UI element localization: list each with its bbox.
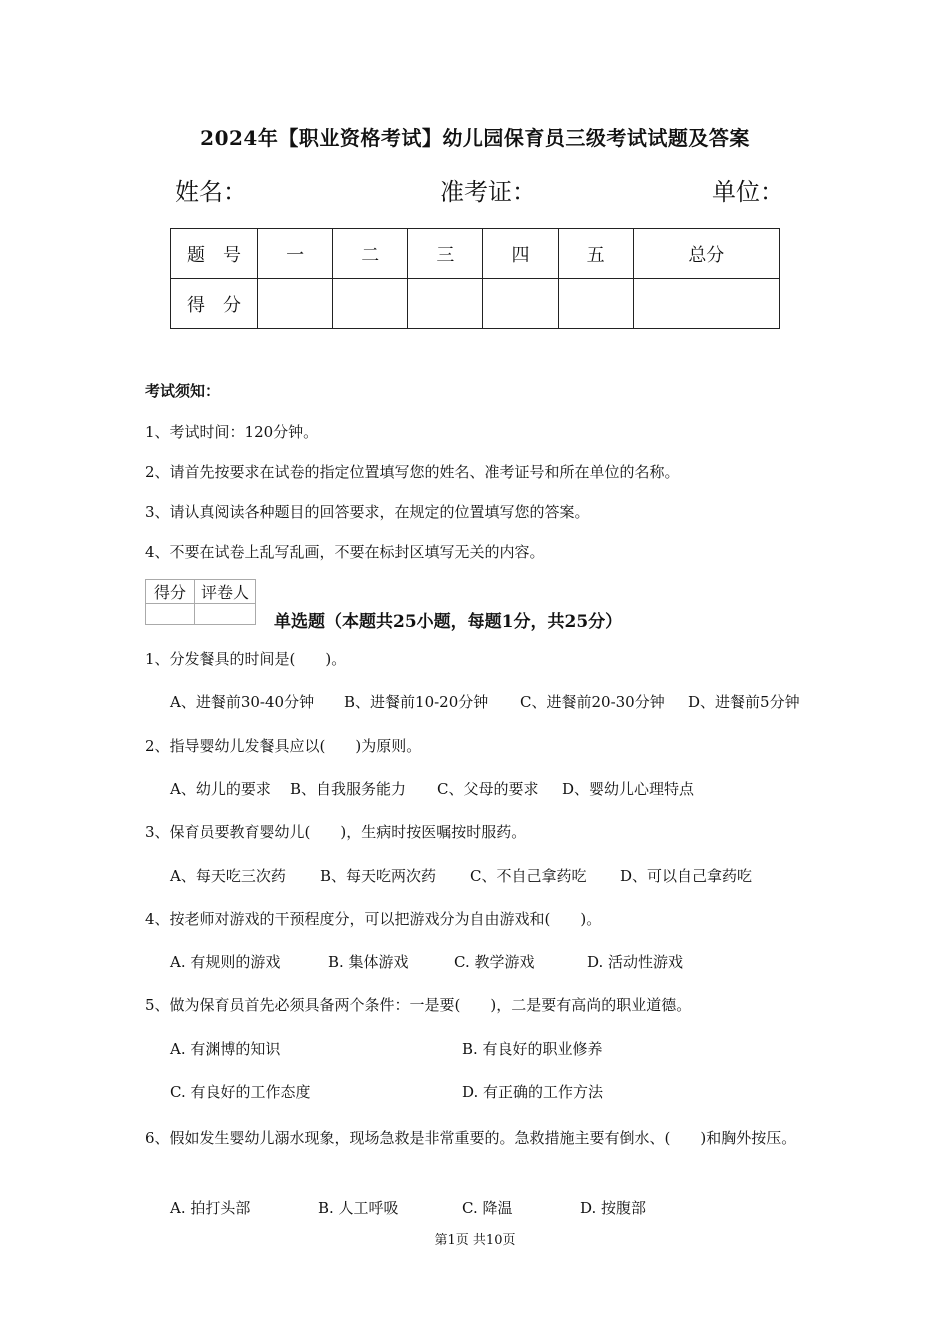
section-title: 单选题（本题共25小题，每题1分，共25分） [274, 612, 623, 632]
question-text: 4、按老师对游戏的干预程度分，可以把游戏分为自由游戏和( )。 [145, 910, 602, 928]
question-text: 6、假如发生婴幼儿溺水现象，现场急救是非常重要的。急救措施主要有倒水、( )和胸外按压。 [145, 1129, 797, 1147]
score-table-header-cell: 五 [558, 229, 633, 279]
option-b: B. 有良好的职业修养 [462, 1040, 603, 1058]
option-b: B、自我服务能力 [290, 780, 407, 798]
grader-name-label: 评卷人 [195, 580, 256, 604]
option-d: D. 按腹部 [580, 1199, 647, 1217]
score-table-header-cell: 三 [408, 229, 483, 279]
option-d: D. 活动性游戏 [587, 953, 684, 971]
option-b: B. 集体游戏 [328, 953, 409, 971]
option-c: C. 降温 [462, 1199, 513, 1217]
notice-item: 4、不要在试卷上乱写乱画，不要在标封区填写无关的内容。 [145, 543, 545, 561]
option-b: B. 人工呼吸 [318, 1199, 399, 1217]
option-d: D、进餐前5分钟 [688, 693, 800, 711]
score-row-label: 得 分 [171, 279, 258, 329]
grader-score-label: 得分 [146, 580, 195, 604]
question-text: 1、分发餐具的时间是( )。 [145, 650, 347, 668]
page-title: 2024年【职业资格考试】幼儿园保育员三级考试试题及答案 [200, 126, 750, 150]
score-table [170, 228, 780, 329]
score-cell[interactable] [258, 279, 333, 329]
question-text: 2、指导婴幼儿发餐具应以( )为原则。 [145, 737, 422, 755]
option-d: D、婴幼儿心理特点 [562, 780, 695, 798]
grader-name-cell[interactable] [195, 604, 256, 625]
option-a: A、每天吃三次药 [170, 867, 286, 885]
notice-item: 2、请首先按要求在试卷的指定位置填写您的姓名、准考证号和所在单位的名称。 [145, 463, 680, 481]
option-a: A、进餐前30-40分钟 [170, 693, 315, 711]
score-cell[interactable] [483, 279, 558, 329]
score-table-header-cell: 题 号 [171, 229, 258, 279]
score-table-header-cell: 一 [258, 229, 333, 279]
score-cell[interactable] [333, 279, 408, 329]
score-table-header-cell: 总分 [633, 229, 779, 279]
score-table-header-cell: 二 [333, 229, 408, 279]
unit-field-label: 单位： [712, 178, 784, 206]
option-c: C. 有良好的工作态度 [170, 1083, 311, 1101]
exam-number-field-label: 准考证： [440, 178, 536, 206]
option-c: C. 教学游戏 [454, 953, 535, 971]
grader-score-cell[interactable] [146, 604, 195, 625]
notice-item: 3、请认真阅读各种题目的回答要求，在规定的位置填写您的答案。 [145, 503, 590, 521]
notice-item: 1、考试时间：120分钟。 [145, 423, 319, 441]
option-d: D. 有正确的工作方法 [462, 1083, 604, 1101]
name-field-label: 姓名： [175, 178, 247, 206]
option-c: C、父母的要求 [437, 780, 539, 798]
option-c: C、不自己拿药吃 [470, 867, 587, 885]
option-b: B、进餐前10-20分钟 [344, 693, 489, 711]
option-c: C、进餐前20-30分钟 [520, 693, 665, 711]
score-table-header-cell: 四 [483, 229, 558, 279]
score-table-header-row [171, 229, 780, 279]
score-cell[interactable] [558, 279, 633, 329]
question-text: 3、保育员要教育婴幼儿( )，生病时按医嘱按时服药。 [145, 823, 527, 841]
score-cell[interactable] [633, 279, 779, 329]
option-b: B、每天吃两次药 [320, 867, 437, 885]
question-text: 5、做为保育员首先必须具备两个条件：一是要( )，二是要有高尚的职业道德。 [145, 996, 692, 1014]
option-a: A. 有规则的游戏 [170, 953, 281, 971]
notice-heading: 考试须知： [145, 382, 221, 400]
option-a: A、幼儿的要求 [170, 780, 271, 798]
page-footer: 第1页 共10页 [434, 1233, 516, 1248]
score-table-score-row [171, 279, 780, 329]
option-d: D、可以自己拿药吃 [620, 867, 753, 885]
option-a: A. 拍打头部 [170, 1199, 251, 1217]
option-a: A. 有渊博的知识 [170, 1040, 281, 1058]
score-cell[interactable] [408, 279, 483, 329]
grader-box [145, 579, 256, 625]
